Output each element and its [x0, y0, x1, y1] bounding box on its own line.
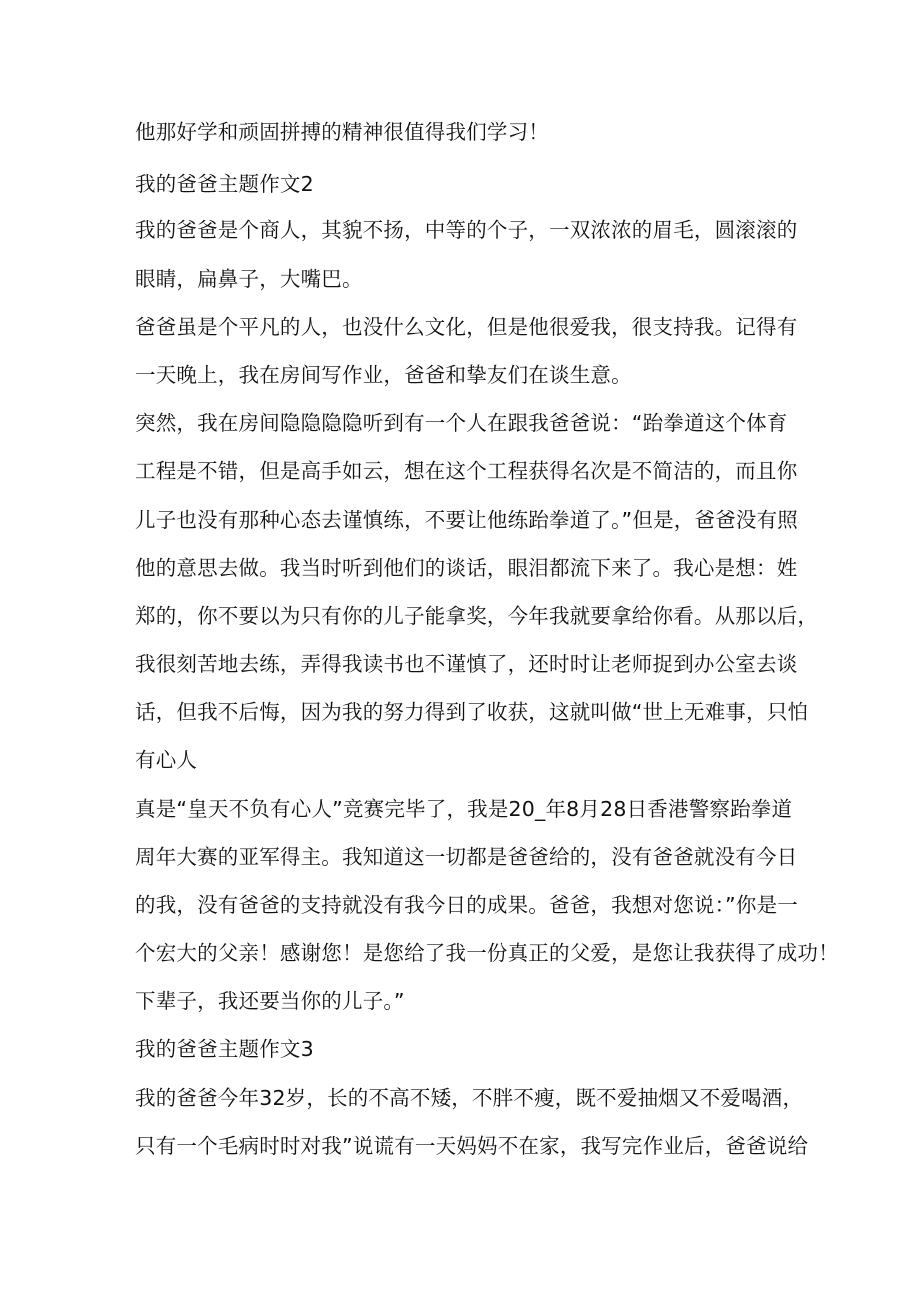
- text-line: 爸爸虽是个平凡的人，也没什么文化，但是他很爱我，很支持我。记得有: [135, 315, 798, 339]
- text-line: 个宏大的父亲！感谢您！是您给了我一份真正的父爱，是您让我获得了成功！: [135, 941, 839, 965]
- text-line: 的我，没有爸爸的支持就没有我今日的成果。爸爸，我想对您说：”你是一: [135, 893, 798, 917]
- text-line: 一天晚上，我在房间写作业，爸爸和挚友们在谈生意。: [135, 363, 632, 387]
- section-heading: 我的爸爸主题作文2: [135, 172, 314, 196]
- text-line: 有心人: [135, 748, 198, 772]
- section-heading: 我的爸爸主题作文3: [135, 1037, 314, 1061]
- text-line: 我很刻苦地去练，弄得我读书也不谨慎了，还时时让老师捉到办公室去谈: [135, 652, 798, 676]
- text-line: 只有一个毛病时时对我”说谎有一天妈妈不在家，我写完作业后，爸爸说给: [135, 1134, 809, 1158]
- text-line: 突然，我在房间隐隐隐隐听到有一个人在跟我爸爸说：“跆拳道这个体育: [135, 411, 788, 435]
- text-line: 真是“皇天不负有心人”竞赛完毕了，我是20_年8月28日香港警察跆拳道: [135, 797, 793, 821]
- text-line: 他那好学和顽固拼搏的精神很值得我们学习！: [135, 120, 549, 144]
- text-line: 我的爸爸是个商人，其貌不扬，中等的个子，一双浓浓的眉毛，圆滚滚的: [135, 218, 798, 242]
- text-line: 下辈子，我还要当你的儿子。”: [135, 989, 405, 1013]
- text-line: 工程是不错，但是高手如云，想在这个工程获得名次是不简洁的，而且你: [135, 459, 798, 483]
- text-line: 眼睛，扁鼻子，大嘴巴。: [135, 267, 363, 291]
- text-line: 我的爸爸今年32岁，长的不高不矮，不胖不瘦，既不爱抽烟又不爱喝酒，: [135, 1086, 804, 1110]
- text-line: 话，但我不后悔，因为我的努力得到了收获，这就叫做“世上无难事，只怕: [135, 700, 809, 724]
- text-line: 郑的，你不要以为只有你的儿子能拿奖，今年我就要拿给你看。从那以后，: [135, 604, 819, 628]
- text-line: 儿子也没有那种心态去谨慎练，不要让他练跆拳道了。”但是，爸爸没有照: [135, 508, 798, 532]
- text-line: 周年大赛的亚军得主。我知道这一切都是爸爸给的，没有爸爸就没有今日: [135, 845, 798, 869]
- text-line: 他的意思去做。我当时听到他们的谈话，眼泪都流下来了。我心是想：姓: [135, 556, 798, 580]
